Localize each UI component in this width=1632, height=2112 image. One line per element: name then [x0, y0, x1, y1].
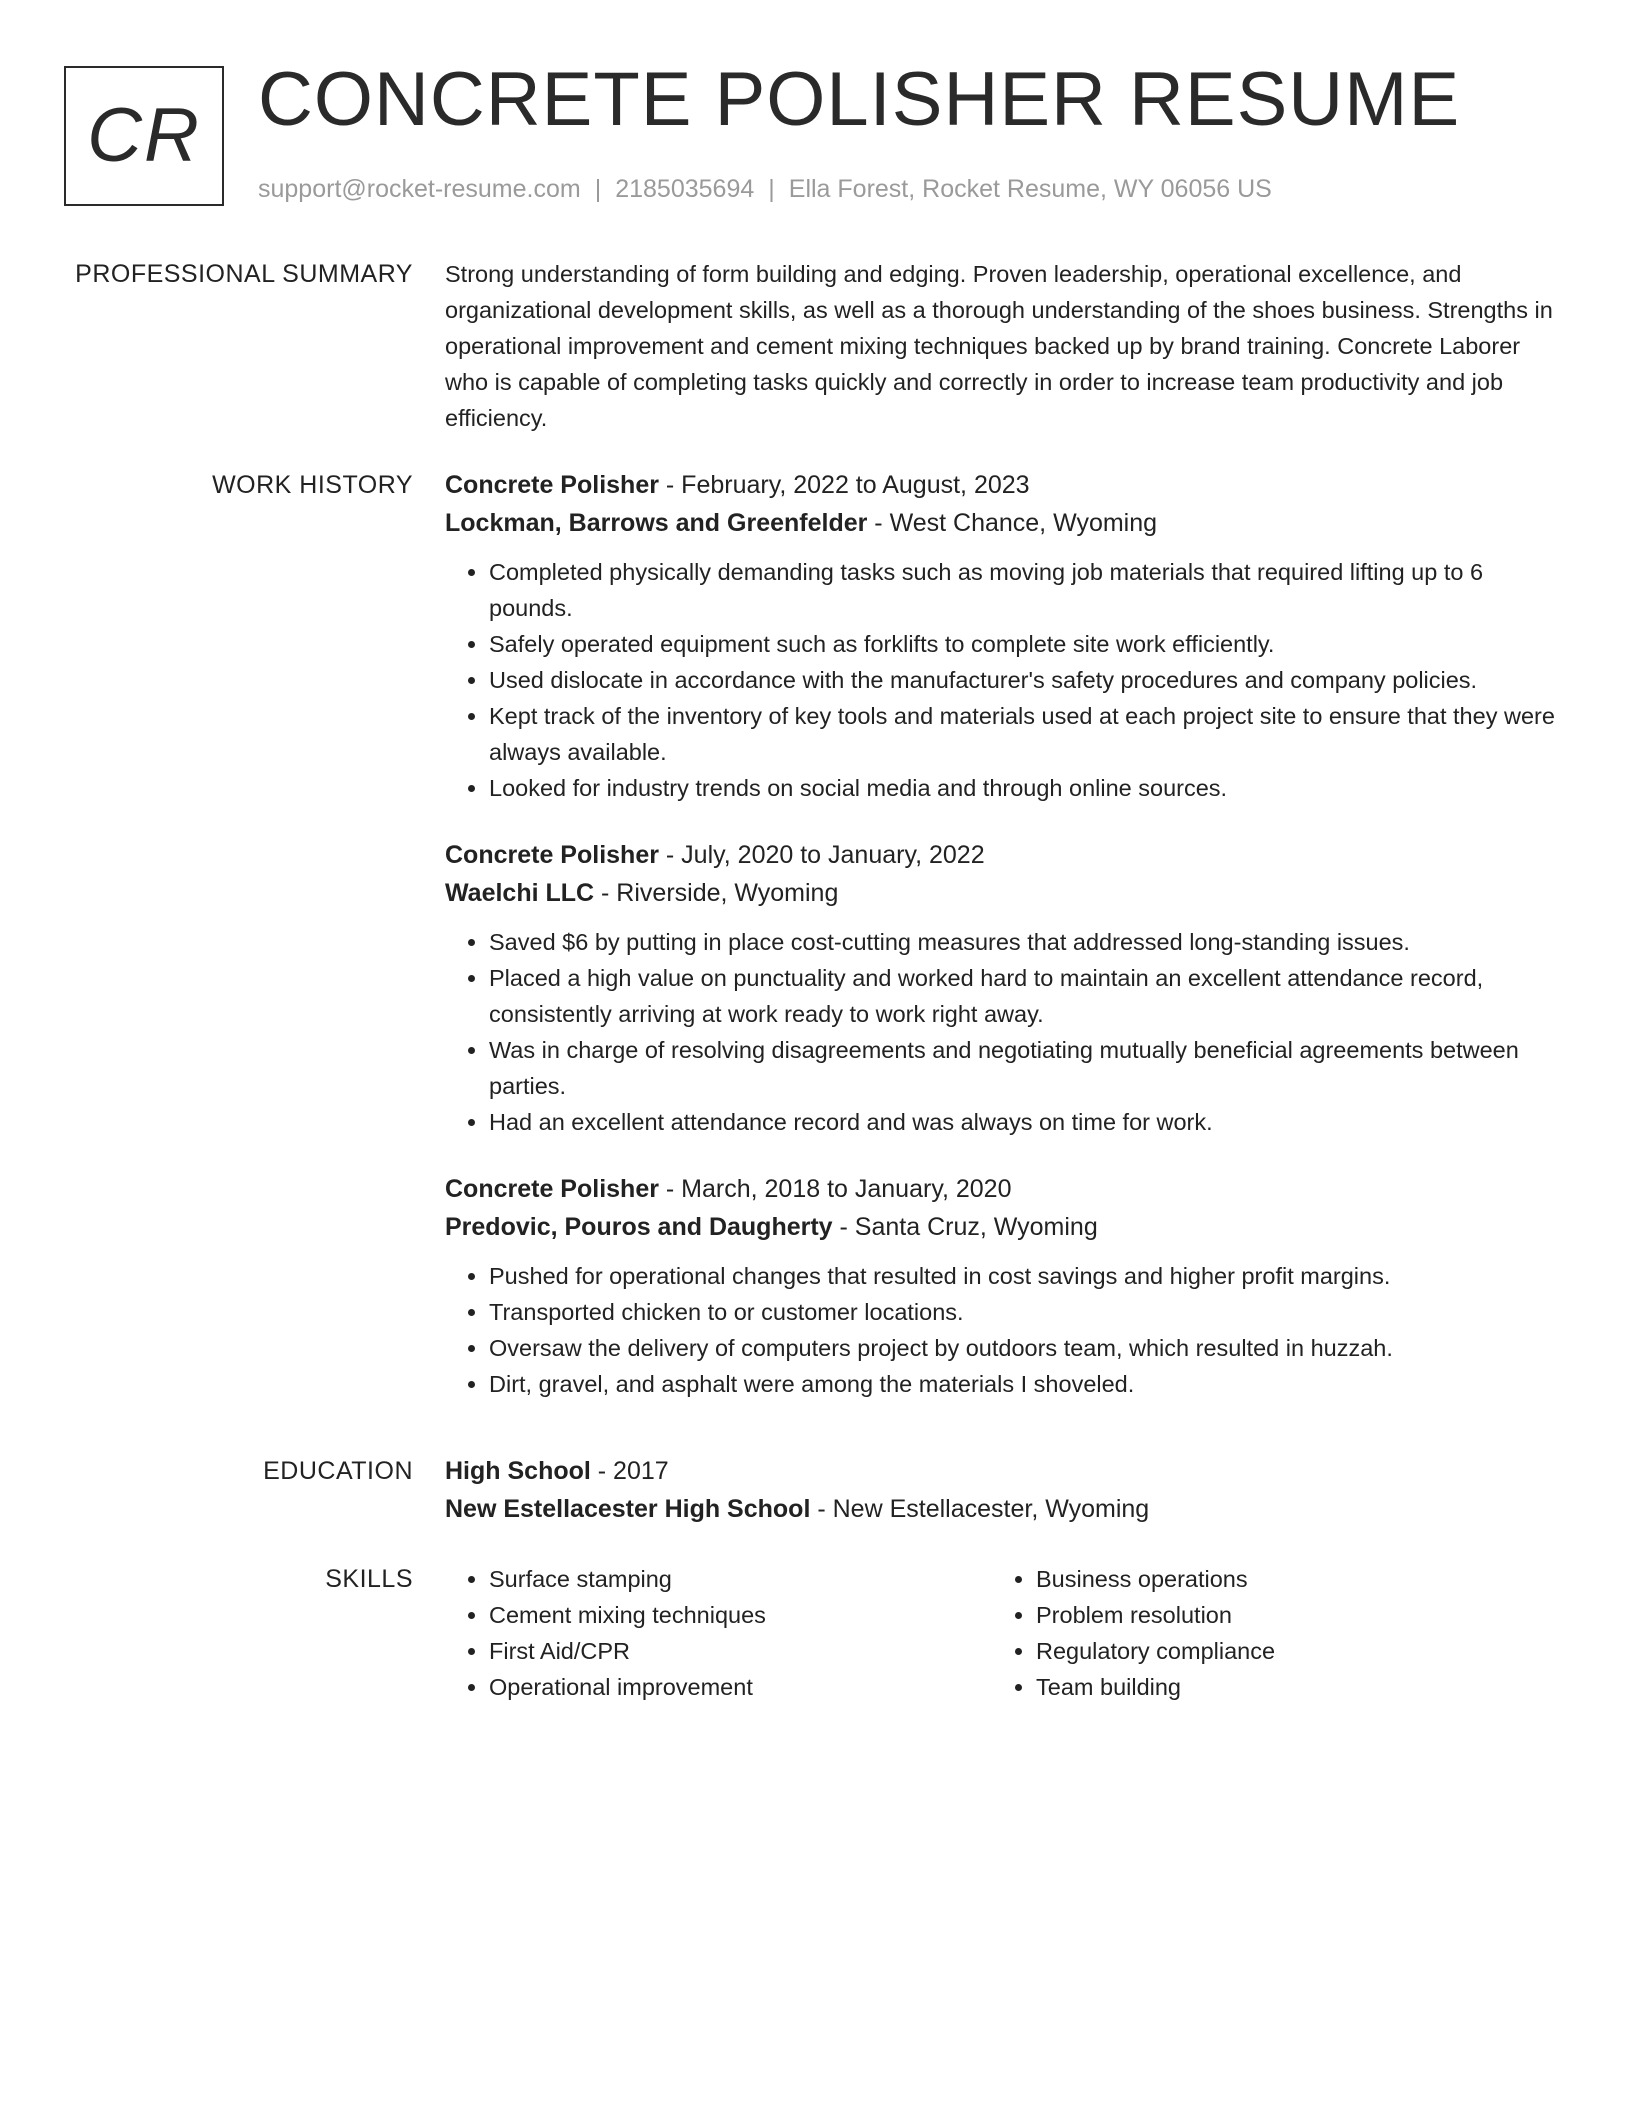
job-company-line [445, 1208, 1557, 1246]
skills-list-right [992, 1561, 1539, 1705]
job-bullet: • Placed a high value on punctuality and worked hard to maintain an excellent attendance record, consistently arriving at work ready to work right away. [489, 960, 1557, 1032]
job-entry [445, 466, 1557, 806]
skill-item: • Operational improvement [489, 1669, 992, 1705]
job-bullet: • Transported chicken to or customer locations. [489, 1294, 1557, 1330]
job-company: Predovic, Pouros and Daugherty [445, 1213, 833, 1241]
skill-item: • Team building [1036, 1669, 1539, 1705]
job-dates: - July, 2020 to January, 2022 [658, 841, 985, 869]
education-body [445, 1452, 1557, 1528]
skills-list-left [445, 1561, 992, 1705]
job-title: Concrete Polisher [445, 1175, 659, 1203]
skill-item: • Surface stamping [489, 1561, 992, 1597]
job-company: Lockman, Barrows and Greenfelder [445, 509, 868, 537]
section-label-summary: PROFESSIONAL SUMMARY [75, 260, 413, 288]
skill-item: • First Aid/CPR [489, 1633, 992, 1669]
job-title: Concrete Polisher [445, 471, 659, 499]
job-bullet: • Completed physically demanding tasks such as moving job materials that required lifting up to 6 pounds. [489, 554, 1557, 626]
job-bullet-list [445, 554, 1557, 806]
job-bullet: • Saved $6 by putting in place cost-cutting measures that addressed long-standing issues. [489, 924, 1557, 960]
job-entry [445, 1170, 1557, 1402]
resume-title: CONCRETE POLISHER RESUME [258, 57, 1461, 142]
section-label-work-history: WORK HISTORY [212, 471, 413, 499]
job-location: - Riverside, Wyoming [594, 879, 839, 907]
education-school: New Estellacester High School [445, 1495, 811, 1523]
job-bullet: • Safely operated equipment such as forklifts to complete site work efficiently. [489, 626, 1557, 662]
skills-body [445, 1561, 1557, 1705]
skill-item: • Business operations [1036, 1561, 1539, 1597]
job-bullet: • Oversaw the delivery of computers project by outdoors team, which resulted in huzzah. [489, 1330, 1557, 1366]
job-company-line [445, 874, 1557, 912]
skill-item: • Cement mixing techniques [489, 1597, 992, 1633]
education-location: - New Estellacester, Wyoming [810, 1495, 1150, 1523]
job-bullet: • Kept track of the inventory of key tools and materials used at each project site to ensure that they were always available. [489, 698, 1557, 770]
job-bullet-list [445, 924, 1557, 1140]
job-bullet: • Was in charge of resolving disagreements and negotiating mutually beneficial agreements between parties. [489, 1032, 1557, 1104]
contact-phone: 2185035694 [615, 175, 755, 203]
job-title-line [445, 836, 1557, 874]
education-degree: High School [445, 1457, 591, 1485]
summary-body [445, 256, 1557, 436]
contact-separator: | [594, 175, 602, 203]
contact-line [258, 174, 1272, 204]
skill-item: • Regulatory compliance [1036, 1633, 1539, 1669]
job-title-line [445, 1170, 1557, 1208]
education-school-line [445, 1490, 1557, 1528]
job-bullet: • Looked for industry trends on social media and through online sources. [489, 770, 1557, 806]
skill-item: • Problem resolution [1036, 1597, 1539, 1633]
job-location: - Santa Cruz, Wyoming [832, 1213, 1098, 1241]
job-bullet-list [445, 1258, 1557, 1402]
contact-address: Ella Forest, Rocket Resume, WY 06056 US [788, 175, 1272, 203]
contact-separator: | [768, 175, 775, 203]
job-bullet: • Had an excellent attendance record and was always on time for work. [489, 1104, 1557, 1140]
section-label-skills: SKILLS [325, 1565, 413, 1593]
job-bullet: • Used dislocate in accordance with the manufacturer's safety procedures and company policies. [489, 662, 1557, 698]
summary-text: Strong understanding of form building and edging. Proven leadership, operational excellence, and organizational development skills, as well as a thorough understanding of the shoes business. Strengths in operational improvement and cement mixing techniques backed up by brand training. Concrete Laborer who is capable of completing tasks quickly and correctly in order to increase team productivity and job efficiency. [445, 261, 1553, 431]
monogram-initials: CR [87, 93, 201, 178]
job-location: - West Chance, Wyoming [867, 509, 1158, 537]
job-company: Waelchi LLC [445, 879, 595, 907]
job-title: Concrete Polisher [445, 841, 659, 869]
education-year: - 2017 [590, 1457, 669, 1485]
contact-email: support@rocket-resume.com [258, 175, 581, 203]
education-degree-line [445, 1452, 1557, 1490]
monogram-box [64, 66, 224, 206]
job-bullet: • Dirt, gravel, and asphalt were among the materials I shoveled. [489, 1366, 1557, 1402]
section-label-education: EDUCATION [263, 1457, 413, 1485]
job-title-line [445, 466, 1557, 504]
job-dates: - March, 2018 to January, 2020 [658, 1175, 1012, 1203]
job-company-line [445, 504, 1557, 542]
job-bullet: • Pushed for operational changes that resulted in cost savings and higher profit margins. [489, 1258, 1557, 1294]
job-entry [445, 836, 1557, 1140]
work-history-body [445, 466, 1557, 1432]
job-dates: - February, 2022 to August, 2023 [658, 471, 1030, 499]
skills-grid [445, 1561, 1557, 1705]
